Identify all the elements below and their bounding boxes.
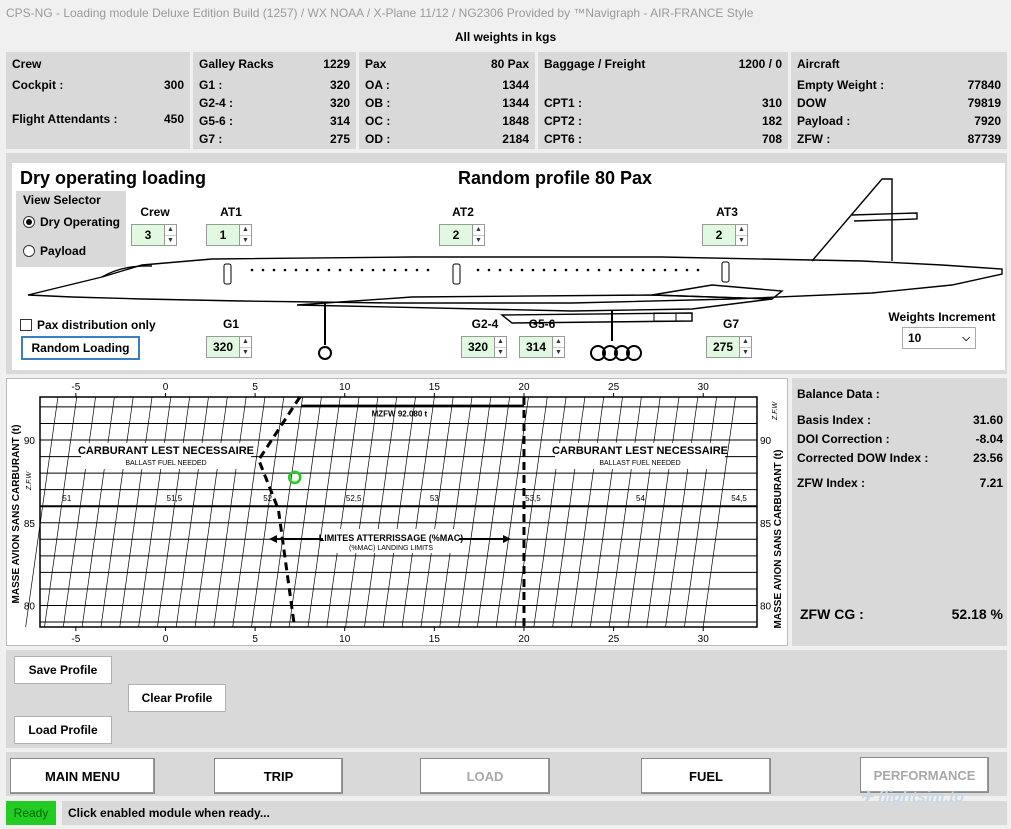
load-profile-button[interactable]: Load Profile: [14, 716, 112, 744]
balance-chart-svg: [7, 379, 787, 645]
ballast-right-label: CARBURANT LEST NECESSAIRE: [551, 445, 729, 457]
ballast-left-sub: BALLAST FUEL NEEDED: [125, 460, 207, 467]
at2-spinner-value[interactable]: 2: [439, 224, 473, 246]
y-tick-right: 85: [760, 518, 772, 530]
random-loading-button[interactable]: Random Loading: [21, 336, 140, 360]
arrow-left-icon: [269, 535, 277, 543]
bottom-index-tick: 10: [339, 634, 351, 645]
at3-spinner-value[interactable]: 2: [702, 224, 736, 246]
g1-spinner-value[interactable]: 320: [206, 336, 240, 358]
mac-line: [703, 397, 735, 627]
load-button[interactable]: LOAD: [420, 758, 550, 794]
zfw-cg-row: ZFW CG : 52.18 %: [800, 606, 1003, 622]
y-tick-left: 80: [23, 601, 35, 613]
galley-row: G2-4 : 320: [199, 96, 350, 110]
g7-spin-label: G7: [722, 317, 739, 331]
top-index-tick: 15: [428, 382, 440, 393]
g1-spinner[interactable]: [206, 336, 252, 358]
status-message: Click enabled module when ready...: [62, 801, 1007, 825]
trip-button[interactable]: TRIP: [214, 758, 343, 794]
galley-panel: [193, 52, 356, 149]
galley-row: G1 : 320: [199, 78, 350, 92]
crew-header: Crew: [12, 57, 42, 71]
baggage-row: CPT1 : 310: [544, 96, 782, 110]
at3-spinner[interactable]: [702, 224, 748, 246]
pax-row: OA : 1344: [365, 78, 529, 92]
baggage-row: CPT6 : 708: [544, 132, 782, 146]
mac-line: [44, 397, 76, 627]
pax-row: OD : 2184: [365, 132, 529, 146]
balance-row: DOI Correction : -8.04: [797, 432, 1003, 446]
main-menu-button[interactable]: MAIN MENU: [10, 758, 155, 794]
fuel-button[interactable]: FUEL: [641, 758, 771, 794]
profile-title: Random profile 80 Pax: [458, 168, 653, 188]
at2-spin-label: AT2: [452, 205, 474, 219]
watermark: ✈ flightsim.to: [860, 789, 965, 806]
baggage-header: Baggage / Freight: [544, 57, 646, 71]
pax-row: OB : 1344: [365, 96, 529, 110]
bottom-index-tick: 30: [697, 634, 709, 645]
aircraft-row: ZFW : 87739: [797, 132, 1001, 146]
plane-icon: ✈: [860, 789, 874, 806]
zfw-label-left: Z.F.W: [26, 471, 33, 491]
mac-line: [346, 397, 378, 627]
balance-row: ZFW Index : 7.21: [797, 476, 1003, 490]
up-arrow-icon[interactable]: ▲: [240, 225, 251, 236]
mac-line: [63, 397, 95, 627]
at1-spinner[interactable]: [206, 224, 252, 246]
down-arrow-icon[interactable]: ▼: [738, 237, 745, 244]
bottom-index-tick: 25: [608, 634, 620, 645]
aircraft-row: Empty Weight : 77840: [797, 78, 1001, 92]
zfw-label-right: Z.F.W: [772, 401, 779, 421]
bottom-index-tick: -5: [71, 634, 81, 645]
up-arrow-icon[interactable]: ▲: [473, 225, 484, 236]
mac-line: [553, 397, 585, 627]
at3-spin-label: AT3: [716, 205, 738, 219]
mac-line: [176, 397, 208, 627]
g56-spinner[interactable]: [519, 336, 565, 358]
radio-payload[interactable]: Payload: [23, 244, 86, 258]
weights-increment-select[interactable]: 10 ⌵: [902, 327, 976, 349]
galley-total: 1229: [323, 57, 350, 71]
limits-sub: (%MAC) LANDING LIMITS: [348, 545, 434, 552]
pax-row: OC : 1848: [365, 114, 529, 128]
mac-line: [101, 397, 133, 627]
aircraft-header: Aircraft: [797, 57, 840, 71]
concorde-silhouette: [12, 173, 1005, 373]
view-selector-group: [16, 191, 126, 267]
top-index-tick: -5: [71, 382, 81, 393]
chart-frame: [40, 397, 757, 627]
y-tick-right: 90: [760, 436, 772, 448]
mac-line: [327, 397, 359, 627]
mac-line: [82, 397, 114, 627]
mac-line: [289, 397, 321, 627]
up-arrow-icon[interactable]: ▲: [553, 337, 564, 348]
mac-label: 53,5: [525, 494, 541, 504]
mac-line: [628, 397, 660, 627]
galley-row: G5-6 : 314: [199, 114, 350, 128]
up-arrow-icon[interactable]: ▲: [495, 337, 506, 348]
radio-dry-operating[interactable]: Dry Operating: [23, 215, 120, 229]
mac-line: [214, 397, 246, 627]
radio-selected-icon[interactable]: [23, 216, 35, 228]
mac-line: [684, 397, 716, 627]
baggage-panel: [538, 52, 788, 149]
top-index-tick: 10: [339, 382, 351, 393]
y-axis-label-left: MASSE AVION SANS CARBURANT (t): [11, 424, 22, 604]
g24-spin-label: G2-4: [471, 317, 499, 331]
mac-line: [571, 397, 603, 627]
crew-spinner[interactable]: [131, 224, 177, 246]
g56-spinner-value[interactable]: 314: [519, 336, 553, 358]
bottom-index-tick: 20: [518, 634, 530, 645]
balance-row: Corrected DOW Index : 23.56: [797, 451, 1003, 465]
pax-distribution-checkbox[interactable]: Pax distribution only: [20, 318, 156, 332]
g24-spinner[interactable]: [461, 336, 507, 358]
aircraft-row: Payload : 7920: [797, 114, 1001, 128]
mac-line: [195, 397, 227, 627]
g24-spinner-value[interactable]: 320: [461, 336, 495, 358]
nav-bar: [6, 752, 1007, 796]
pax-panel: [359, 52, 535, 149]
mac-line: [383, 397, 415, 627]
weights-increment-label: Weights Increment: [888, 310, 996, 324]
y-axis-label-right: MASSE AVION SANS CARBURANT (t): [773, 449, 784, 629]
mac-line: [308, 397, 340, 627]
up-arrow-icon[interactable]: ▲: [240, 337, 251, 348]
clear-profile-button[interactable]: Clear Profile: [128, 684, 226, 712]
baggage-total: 1200 / 0: [738, 57, 782, 71]
checkbox-icon[interactable]: [20, 319, 32, 331]
top-index-tick: 20: [518, 382, 530, 393]
top-index-tick: 25: [608, 382, 620, 393]
y-tick-left: 90: [23, 436, 35, 448]
mac-line: [402, 397, 434, 627]
chevron-down-icon[interactable]: ⌵: [962, 332, 970, 344]
mac-line: [23, 397, 58, 627]
galley-row: G7 : 275: [199, 132, 350, 146]
performance-button[interactable]: PERFORMANCE: [860, 757, 989, 793]
mac-line: [666, 397, 698, 627]
limits-label: LIMITES ATTERRISSAGE (%MAC): [318, 533, 464, 543]
down-arrow-icon[interactable]: ▼: [475, 237, 482, 244]
mac-line: [647, 397, 679, 627]
down-arrow-icon[interactable]: ▼: [742, 349, 749, 356]
down-arrow-icon[interactable]: ▼: [167, 237, 174, 244]
at1-spin-label: AT1: [220, 205, 242, 219]
up-arrow-icon[interactable]: ▲: [736, 225, 747, 236]
down-arrow-icon[interactable]: ▼: [242, 237, 249, 244]
up-arrow-icon[interactable]: ▲: [165, 225, 176, 236]
crew-panel: [6, 52, 190, 149]
mac-line: [157, 397, 189, 627]
mac-line: [139, 397, 171, 627]
pax-total: 80 Pax: [490, 57, 529, 71]
mac-line: [590, 397, 622, 627]
at1-spinner-value[interactable]: 1: [206, 224, 240, 246]
aircraft-panel: [791, 52, 1007, 149]
pax-header: Pax: [365, 57, 387, 71]
down-arrow-icon[interactable]: ▼: [555, 349, 562, 356]
mac-line: [120, 397, 152, 627]
mac-line: [515, 397, 547, 627]
mac-label: 52,5: [345, 494, 362, 504]
down-arrow-icon[interactable]: ▼: [242, 349, 249, 356]
radio-unselected-icon[interactable]: [23, 245, 35, 257]
loading-title: Dry operating loading: [20, 168, 207, 188]
mac-line: [459, 397, 491, 627]
g1-spin-label: G1: [222, 317, 239, 331]
mac-label: 51,5: [166, 494, 183, 504]
mac-line: [609, 397, 641, 627]
up-arrow-icon[interactable]: ▲: [740, 337, 751, 348]
mac-line: [233, 397, 265, 627]
balance-row: Basis Index : 31.60: [797, 413, 1003, 427]
y-tick-right: 80: [760, 601, 772, 613]
mac-label: 52: [263, 494, 273, 504]
bottom-index-tick: 5: [252, 634, 258, 645]
bottom-index-tick: 15: [428, 634, 440, 645]
g7-spinner[interactable]: [706, 336, 752, 358]
profile-panel: [6, 650, 1007, 748]
mac-label: 54: [636, 494, 645, 504]
down-arrow-icon[interactable]: ▼: [497, 349, 504, 356]
status-ready: Ready: [6, 801, 56, 825]
balance-header: Balance Data :: [797, 387, 880, 401]
g56-spin-label: G5-6: [528, 317, 556, 331]
crew-row-attendants: Flight Attendants : 450: [12, 112, 184, 126]
y-tick-left: 85: [23, 518, 35, 530]
mac-line: [440, 397, 472, 627]
mzfw-label: MZFW 92.080 t: [371, 409, 428, 419]
bottom-index-tick: 0: [162, 634, 169, 645]
mac-line: [534, 397, 566, 627]
window-title: CPS-NG - Loading module Deluxe Edition Build (1257) / WX NOAA / X-Plane 11/12 / NG2306 Provided by ™Navigraph - AIR-FRANCE Style: [6, 6, 754, 20]
mac-line: [364, 397, 396, 627]
view-selector-label: View Selector: [23, 193, 101, 207]
g7-spinner-value[interactable]: 275: [706, 336, 740, 358]
mac-label: 51: [62, 494, 72, 504]
mac-label: 54,5: [731, 494, 747, 504]
crew-row-cockpit: Cockpit : 300: [12, 78, 184, 92]
baggage-row: CPT2 : 182: [544, 114, 782, 128]
arrow-right-icon: [503, 535, 511, 543]
mac-line: [477, 397, 509, 627]
galley-header: Galley Racks: [199, 57, 274, 71]
top-index-tick: 5: [252, 382, 258, 393]
top-index-tick: 0: [162, 382, 169, 393]
crew-spin-label: Crew: [140, 205, 170, 219]
save-profile-button[interactable]: Save Profile: [14, 656, 112, 684]
mac-line: [421, 397, 453, 627]
aircraft-row: DOW 79819: [797, 96, 1001, 110]
loading-panel: [12, 163, 1005, 370]
mac-line: [270, 397, 302, 627]
crew-spinner-value[interactable]: 3: [131, 224, 165, 246]
top-index-tick: 30: [697, 382, 709, 393]
units-subtitle: All weights in kgs: [454, 30, 557, 44]
ballast-left-label: CARBURANT LEST NECESSAIRE: [77, 445, 255, 457]
ballast-right-sub: BALLAST FUEL NEEDED: [599, 460, 681, 467]
at2-spinner[interactable]: [439, 224, 485, 246]
balance-panel: [792, 378, 1007, 646]
balance-chart: [6, 378, 788, 646]
fuselage-windows: [251, 269, 700, 272]
mac-label: 53: [429, 494, 439, 504]
